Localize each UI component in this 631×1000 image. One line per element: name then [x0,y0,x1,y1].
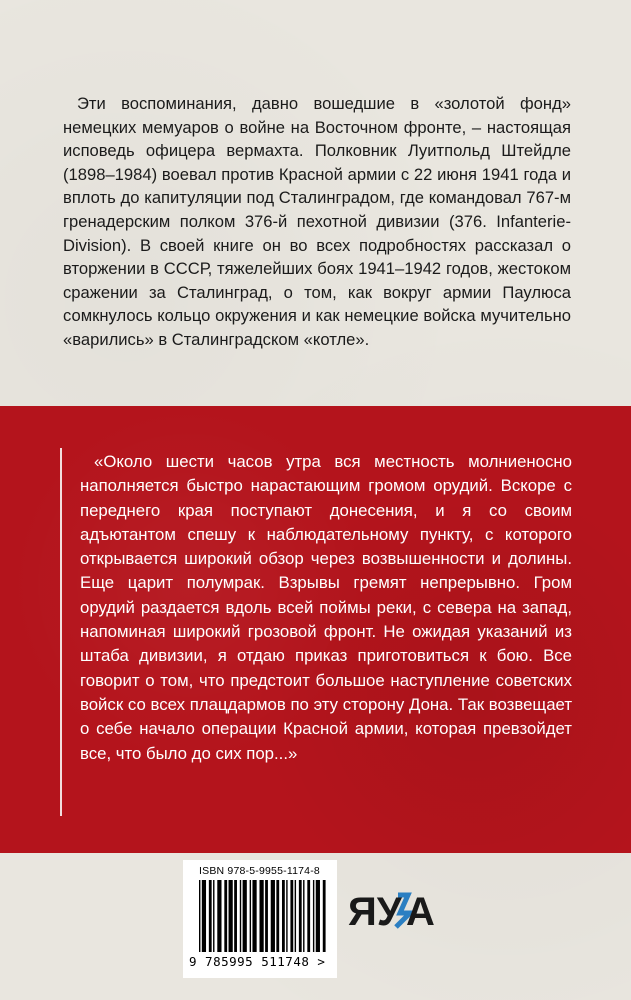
barcode-bar [307,880,310,952]
publisher-logo [346,887,435,934]
quote-text: «Около шести часов утра вся местность молниеносно наполняется быстро нарастающим громом орудий. Вскоре с переднего края поступают донесения, и я со своим адъютантом спешу к наблюдательному пункту, с которого открывается широкий обзор через возвышенности и долины. Еще царит полумрак. Взрывы гремят непрерывно. Гром орудий раздается вдоль всей поймы реки, с севера на запад, напоминая широкий грозовой фронт. Не ожидая указаний из штаба дивизии, я отдаю приказ приготовиться к бою. Все говорит о том, что предстоит большое наступление советских войск со всех плацдармов по эту сторону Дона. Так возвещает о себе начало операции Красной армии, которая превзойдет все, что было до сих пор...» [80,452,572,763]
barcode-bar [295,880,296,952]
barcode-bar [271,880,275,952]
barcode-bar [217,880,221,952]
barcode-bar [259,880,263,952]
annotation-text: Эти воспоминания, давно вошедшие в «золотой фонд» немецких мемуаров о войне на Восточном фронте, – настоящая исповедь офицера вермахта. Полковник Луитпольд Штейдле (1898–1984) воевал против Красной армии с 22 июня 1941 года и вплоть до капитуляции под Сталинградом, где командовал 767-м гренадерским полком 376-й пехотной дивизии (376. Infanterie-Division). В своей книге он во всех подробностях рассказал о вторжении в СССР, тяжелейших боях 1941–1942 годов, жестоком сражении за Сталинград, о том, как вокруг армии Паулюса сомкнулось кольцо окружения и как немецкие войска мучительно «варились» в Сталинградском «котле». [63,94,571,349]
barcode-bar [316,880,320,952]
barcode-bar [282,880,285,952]
barcode-bar [243,880,247,952]
barcode-bar [303,880,304,952]
barcode-bar [313,880,314,952]
barcode-bar [209,880,212,952]
barcode-bar [202,880,206,952]
barcode-bar [229,880,233,952]
barcode-digits: 9 785995 511748 > [189,954,326,969]
quote-bar [60,448,62,816]
barcode-bar [250,880,251,952]
barcode-bar [224,880,227,952]
barcode-bar [323,880,326,952]
barcode-bar [299,880,302,952]
logo-letter-a: А [406,890,435,934]
barcode-bar [234,880,237,952]
barcode-bar [286,880,287,952]
barcode-bar [265,880,268,952]
barcode-icon [199,880,327,952]
barcode-bar [290,880,293,952]
barcode-bar [240,880,241,952]
isbn-label: ISBN 978-5-9955-1174-8 [199,865,320,877]
barcode-bar [199,880,200,952]
barcode-bar [252,880,256,952]
logo-letters: ЯУ [348,890,402,934]
barcode-block [183,860,337,978]
barcode-bar [213,880,214,952]
barcode-bar [276,880,279,952]
